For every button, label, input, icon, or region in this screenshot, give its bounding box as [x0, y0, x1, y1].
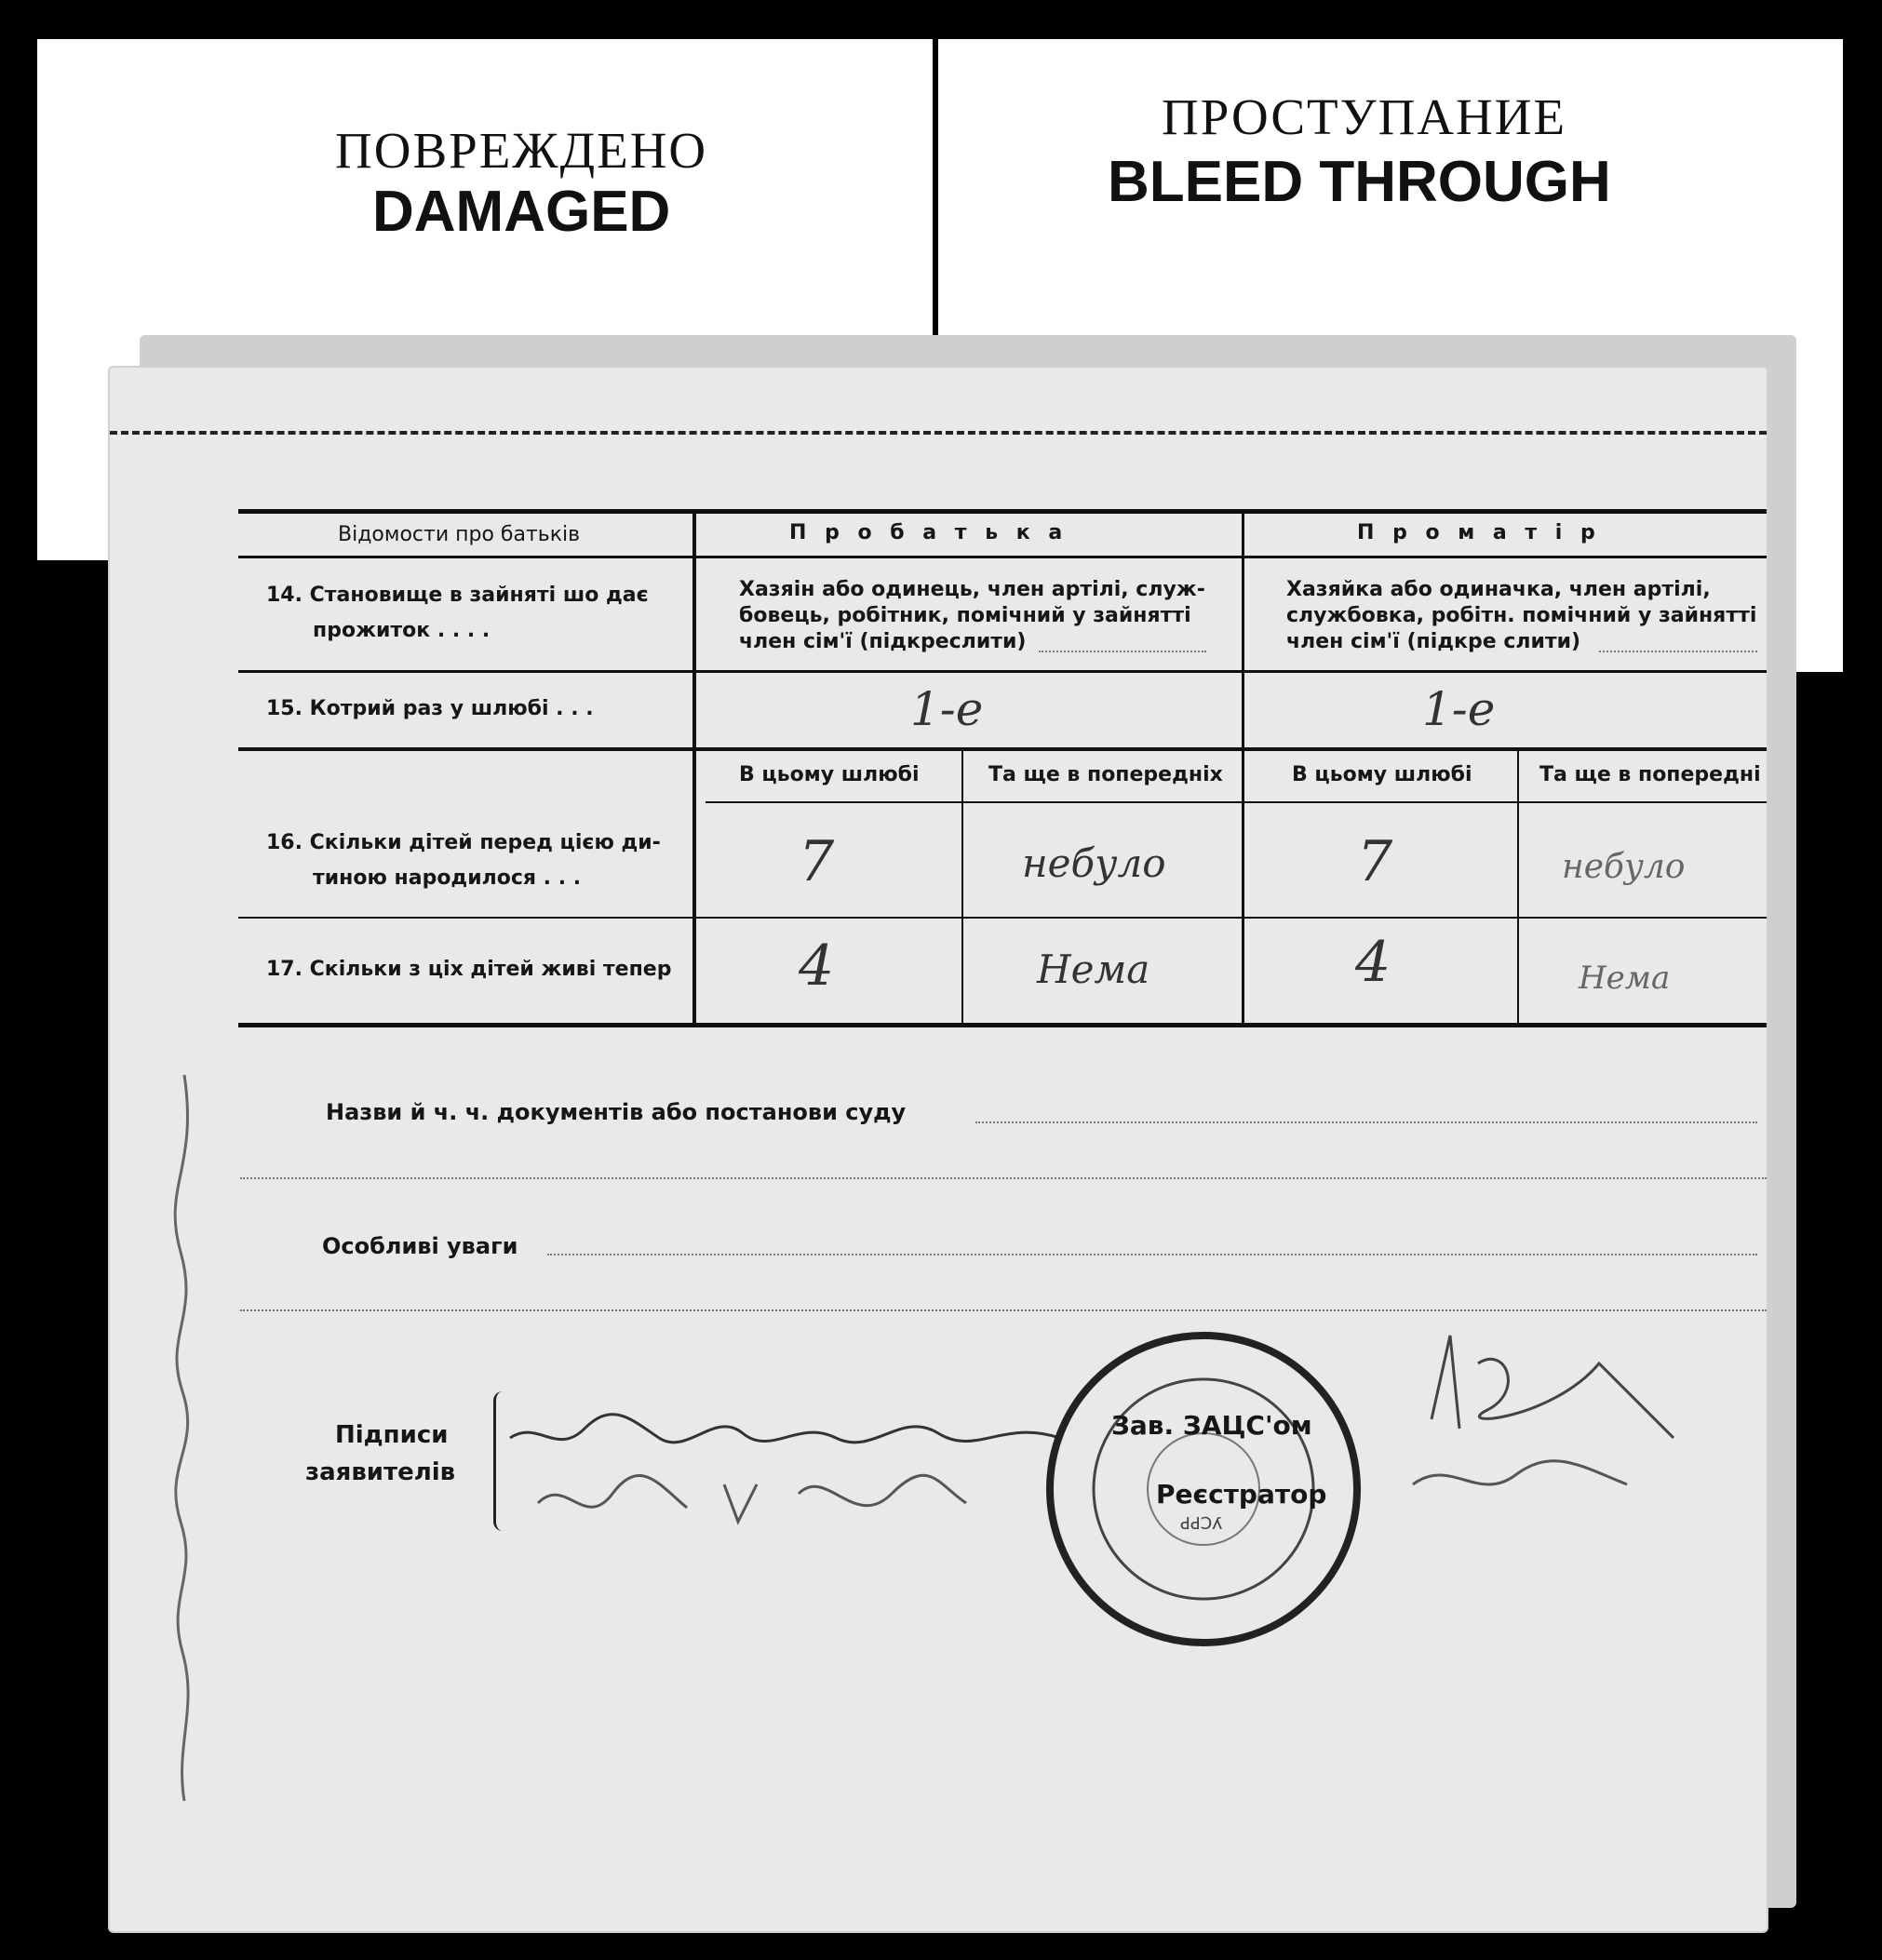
row15-label: 15. Котрий раз у шлюбі . . . [266, 697, 594, 720]
row15-father-value: 1-е [910, 682, 984, 736]
documents-dots-line2 [240, 1177, 1767, 1179]
header-mother: П р о м а т і р [1357, 521, 1601, 544]
row16-mother-this: 7 [1357, 829, 1393, 894]
row17-label: 17. Скільки з ціх дітей живі тепер [266, 958, 672, 981]
damaged-label-ru: ПОВРЕЖДЕНО [335, 122, 708, 179]
remarks-label: Особливі уваги [322, 1233, 518, 1259]
row14-divider [238, 670, 1767, 673]
row17-father-prev: Нема [1037, 946, 1150, 992]
row17-mother-prev: Нема [1579, 960, 1671, 997]
documents-label: Назви й ч. ч. документів або постанови суду [326, 1099, 907, 1125]
row17-mother-this: 4 [1355, 930, 1391, 995]
row14-label-line1: 14. Становище в зайняті шо дає [266, 584, 649, 607]
row16-label-line1: 16. Скільки дітей перед цією ди- [266, 831, 661, 854]
perforation-line [110, 431, 1767, 435]
registrar-label: Реєстратор [1156, 1479, 1327, 1510]
header-father: П р о б а т ь к а [789, 521, 1069, 544]
row14-father-line2: бовець, робітник, помічний у зайнятті [739, 604, 1191, 627]
row14-mother-line3: член сім'ї (підкре слити) [1286, 630, 1581, 653]
row14-mother-line1: Хазяйка або одиначка, член артілі, [1286, 578, 1711, 601]
stamp-center-text: УСРР [1180, 1512, 1223, 1532]
bleed-label-ru: ПРОСТУПАНИЕ [1162, 88, 1567, 145]
subheader-father-this-marriage: В цьому шлюбі [739, 763, 920, 786]
subheader-divider [706, 801, 1767, 803]
row16-label-line2: тиною народилося . . . [313, 866, 582, 890]
applicants-label-line2: заявителів [305, 1458, 456, 1486]
applicants-label-line1: Підписи [335, 1421, 449, 1449]
row17-father-this: 4 [799, 933, 835, 999]
remarks-dots-line1 [547, 1254, 1757, 1255]
subheader-father-previous: Та ще в попередніх [988, 763, 1223, 786]
row14-mother-line2: службовка, робітн. помічний у зайнятті [1286, 604, 1757, 627]
row14-father-line3: член сім'ї (підкреслити) [739, 630, 1027, 653]
col-divider-father [961, 749, 963, 1027]
margin-handwritten-note [147, 1019, 222, 1819]
documents-dots-line1 [975, 1121, 1757, 1123]
col-divider-mother [1517, 749, 1519, 1027]
row16-father-prev: небуло [1022, 840, 1166, 886]
row16-mother-prev: небуло [1562, 848, 1686, 886]
col-divider-1 [692, 509, 696, 1027]
row14-father-dots [1039, 651, 1206, 652]
row15-mother-value: 1-е [1422, 682, 1496, 736]
bleed-label-en: BLEED THROUGH [1108, 150, 1611, 214]
col-divider-2 [1242, 509, 1244, 1027]
row16-father-this: 7 [799, 829, 835, 894]
row14-father-line1: Хазяін або одинець, член артілі, служ- [739, 578, 1205, 601]
header-divider [238, 556, 1767, 558]
row14-label-line2: прожиток . . . . [313, 619, 491, 642]
official-signature [1394, 1308, 1729, 1540]
row16-divider [238, 917, 1767, 919]
subheader-mother-this-marriage: В цьому шлюбі [1292, 763, 1472, 786]
document-sheet [110, 368, 1767, 1931]
table-top-border [238, 509, 1767, 514]
table-bottom-border [238, 1023, 1767, 1027]
header-parents-info: Відомости про батьків [338, 523, 581, 546]
head-zags-label: Зав. ЗАЦС'ом [1111, 1410, 1312, 1441]
damaged-label-en: DAMAGED [372, 180, 671, 244]
row15-divider [238, 747, 1767, 751]
subheader-mother-previous: Та ще в попередні [1539, 763, 1761, 786]
row14-mother-dots [1599, 651, 1757, 652]
